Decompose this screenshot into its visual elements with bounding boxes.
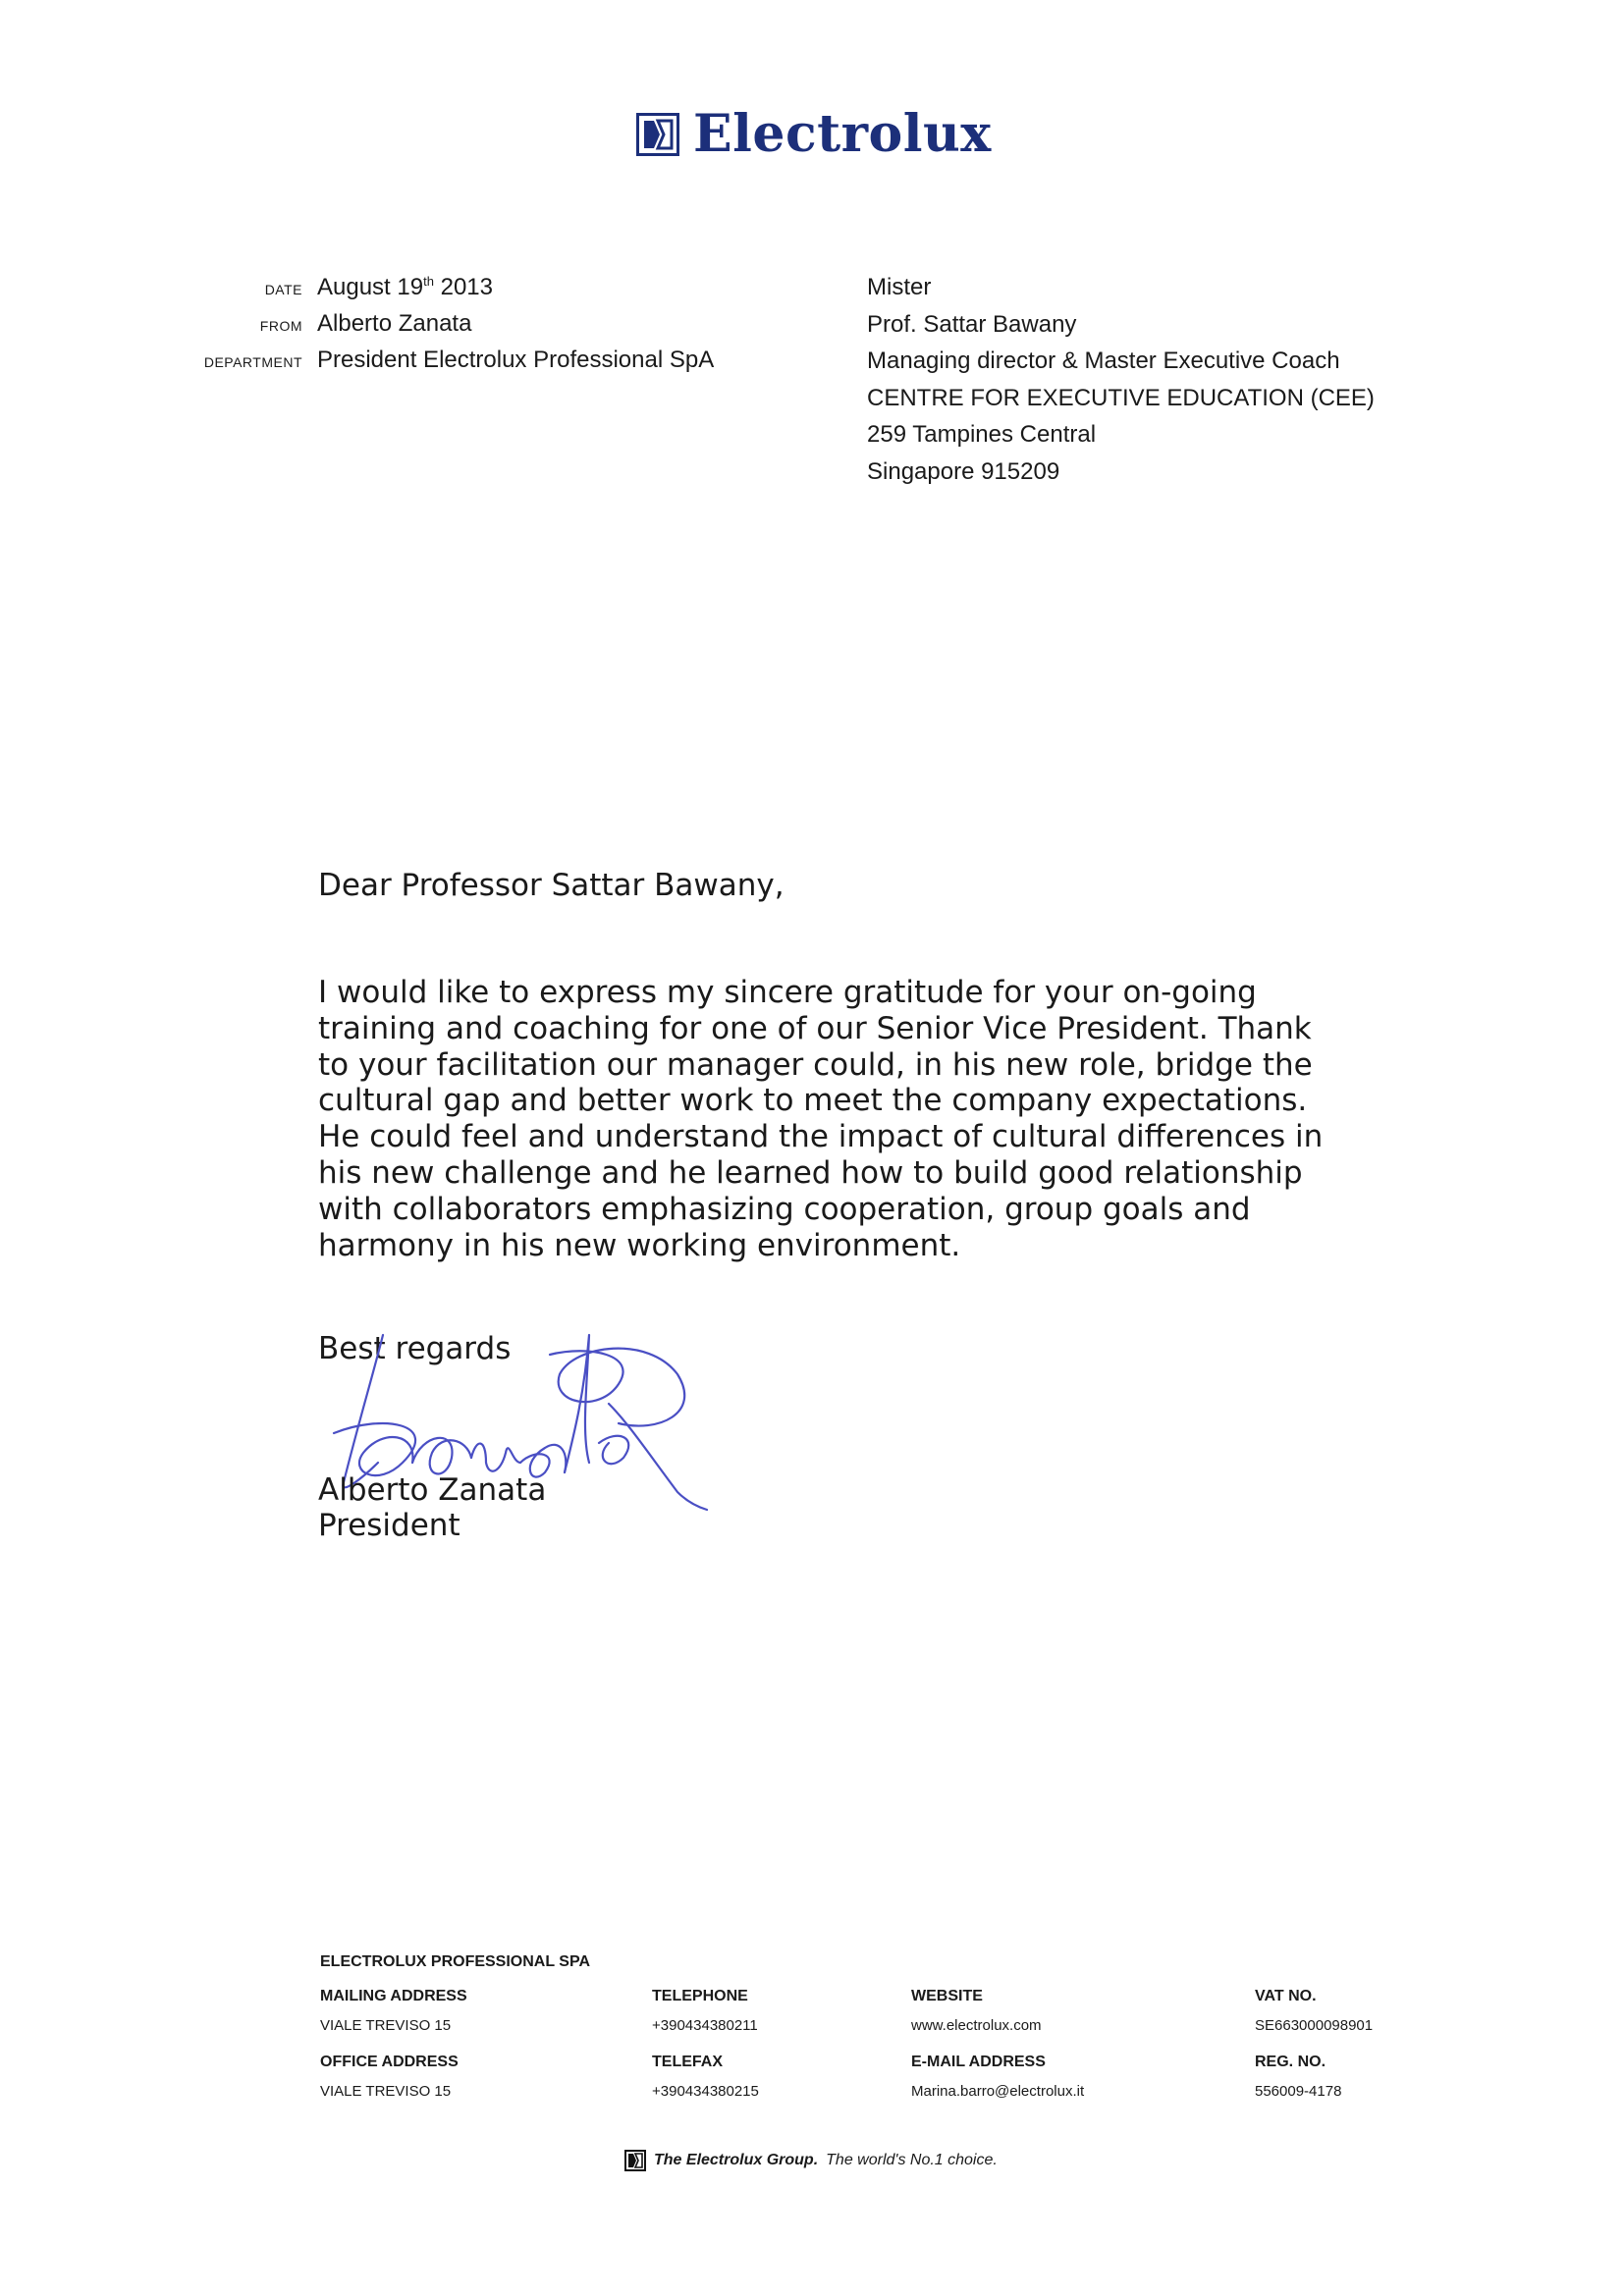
footer-company: ELECTROLUX PROFESSIONAL SPA — [320, 1953, 590, 1970]
recipient-line: 259 Tampines Central — [867, 421, 1097, 448]
body-line: harmony in his new working environment. — [318, 1227, 961, 1263]
salutation: Dear Professor Sattar Bawany, — [318, 868, 785, 903]
reg-value: 556009-4178 — [1255, 2083, 1342, 2100]
body-line: cultural gap and better work to meet the company expectations. — [318, 1083, 1308, 1119]
vat-value: SE663000098901 — [1255, 2017, 1374, 2034]
mailing-address-value: VIALE TREVISO 15 — [320, 2017, 452, 2034]
recipient-line: Singapore 915209 — [867, 457, 1060, 485]
telephone-value: +390434380211 — [652, 2017, 758, 2034]
website-value[interactable]: www.electrolux.com — [911, 2017, 1042, 2034]
telefax-value: +390434380215 — [652, 2083, 759, 2100]
signer-block — [318, 1472, 546, 1543]
website-label: WEBSITE — [911, 1988, 983, 2004]
date-value — [317, 273, 714, 309]
footer-tagline — [624, 2150, 998, 2171]
closing: Best regards — [318, 1331, 512, 1366]
electrolux-logo-icon — [636, 113, 679, 156]
date-main: August 19 — [317, 274, 424, 300]
body-line: He could feel and understand the impact of cultural differences in — [318, 1119, 1324, 1155]
tagline-rest: The world's No.1 choice. — [826, 2152, 998, 2168]
body-line: training and coaching for one of our Senior Vice President. Thank — [318, 1010, 1312, 1046]
header-labels — [147, 275, 302, 384]
header-values — [317, 273, 714, 382]
body-line: to your facilitation our manager could, in his new role, bridge the — [318, 1046, 1313, 1083]
email-label: E-MAIL ADDRESS — [911, 2054, 1046, 2070]
email-value[interactable]: Marina.barro@electrolux.it — [911, 2083, 1085, 2100]
footer-phone-column — [652, 1985, 759, 2116]
department-value: President Electrolux Professional SpA — [317, 347, 715, 373]
signer-title: President — [318, 1508, 460, 1543]
department-label: DEPARTMENT — [203, 354, 302, 370]
recipient-line: Prof. Sattar Bawany — [867, 310, 1077, 338]
footer-web-column — [911, 1985, 1084, 2116]
recipient-line: Managing director & Master Executive Coach — [867, 347, 1340, 374]
tagline-bold: The Electrolux Group. — [654, 2152, 819, 2168]
recipient-line: Mister — [867, 274, 932, 300]
body-line: with collaborators emphasizing cooperation, group goals and — [318, 1191, 1251, 1227]
date-suffix: th — [423, 274, 434, 289]
telephone-label: TELEPHONE — [652, 1988, 748, 2004]
reg-label: REG. NO. — [1255, 2054, 1326, 2070]
body-line: I would like to express my sincere gratitude for your on-going — [318, 975, 1257, 1010]
office-address-label: OFFICE ADDRESS — [320, 2054, 459, 2070]
from-value: Alberto Zanata — [317, 310, 472, 337]
electrolux-logo — [636, 104, 992, 164]
date-year: 2013 — [433, 274, 493, 300]
electrolux-small-logo-icon — [624, 2150, 646, 2171]
from-label: FROM — [259, 318, 302, 334]
mailing-address-label: MAILING ADDRESS — [320, 1988, 467, 2004]
signer-name: Alberto Zanata — [318, 1472, 547, 1508]
footer-registration-column — [1255, 1985, 1373, 2116]
body-line: his new challenge and he learned how to build good relationship — [318, 1154, 1303, 1191]
vat-label: VAT NO. — [1255, 1988, 1317, 2004]
office-address-value: VIALE TREVISO 15 — [320, 2083, 452, 2100]
recipient-address — [867, 273, 1375, 494]
telefax-label: TELEFAX — [652, 2054, 724, 2070]
brand-name: Electrolux — [693, 104, 992, 164]
recipient-line: CENTRE FOR EXECUTIVE EDUCATION (CEE) — [867, 384, 1375, 411]
letter-body — [318, 975, 1359, 1263]
date-label: DATE — [264, 282, 302, 297]
footer-address-column — [320, 1985, 467, 2116]
